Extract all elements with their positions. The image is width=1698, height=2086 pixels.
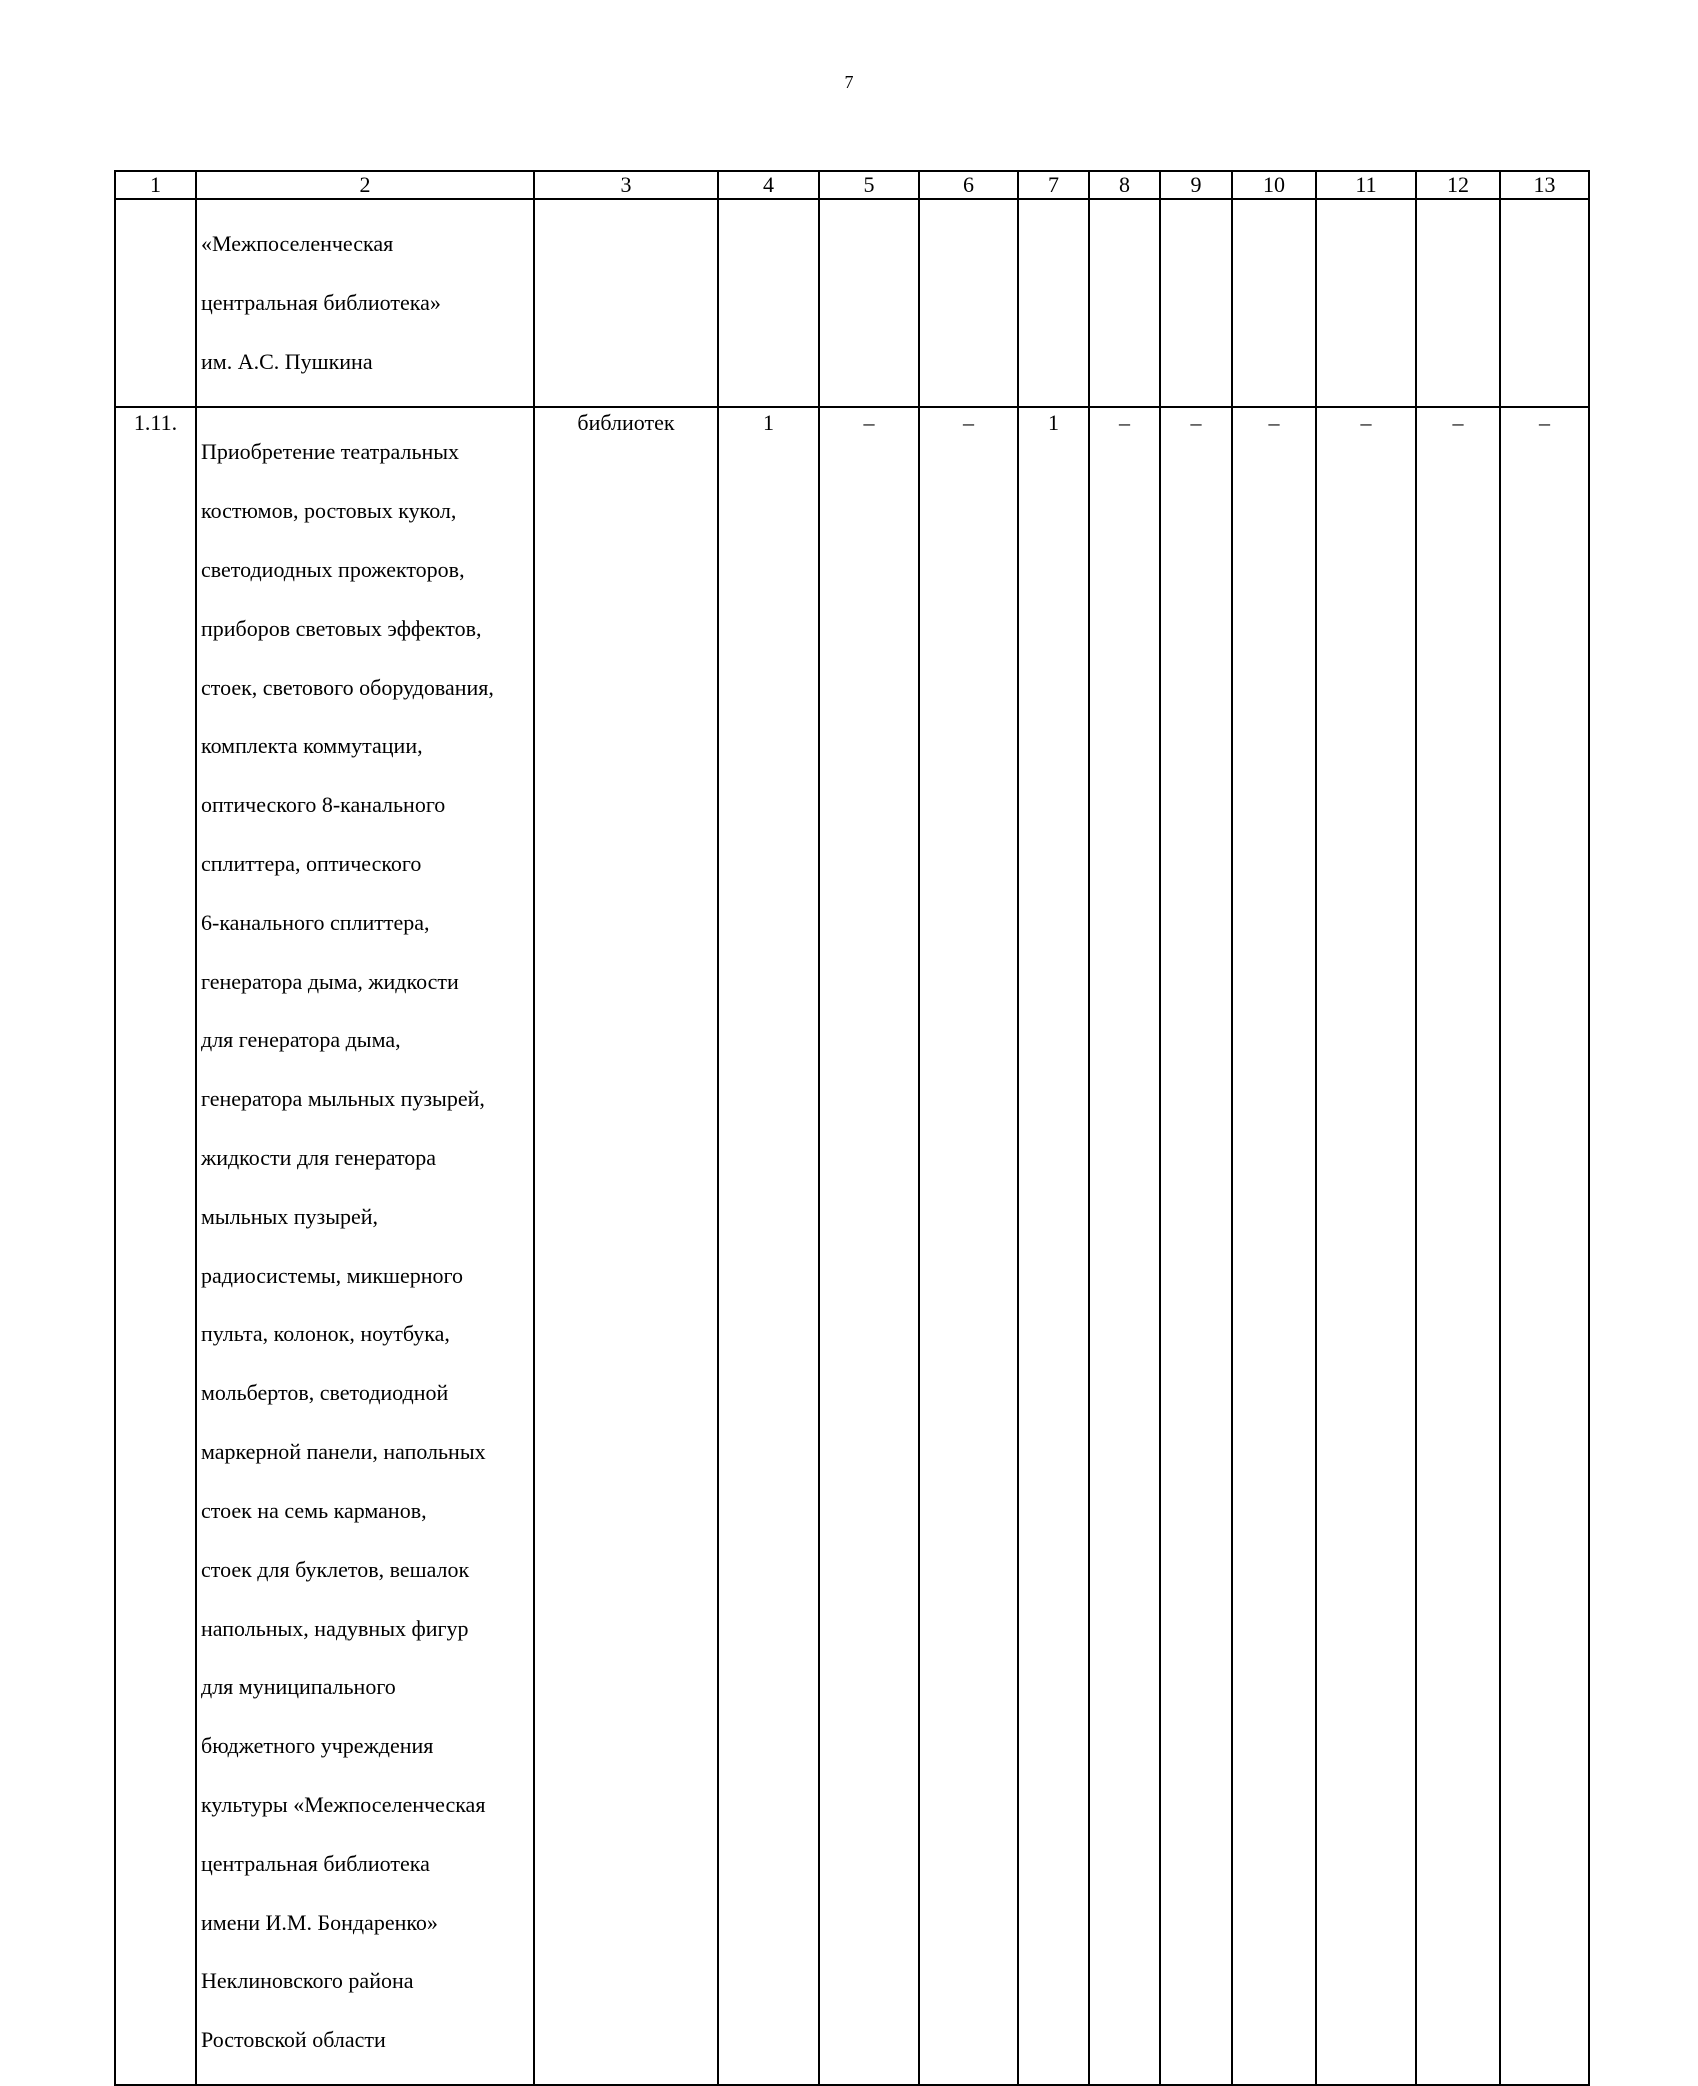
text-line: мыльных пузырей, <box>201 1203 379 1229</box>
header-cell: 3 <box>534 171 718 199</box>
text-line: приборов световых эффектов, <box>201 615 482 641</box>
value-cell: 1 <box>718 407 819 2085</box>
text-line: культуры «Межпоселенческая <box>201 1791 486 1817</box>
text-line: им. А.С. Пушкина <box>201 349 373 375</box>
text-line: костюмов, ростовых кукол, <box>201 498 457 524</box>
table-cell <box>115 199 196 407</box>
value-cell: – <box>919 407 1018 2085</box>
header-cell: 5 <box>819 171 919 199</box>
text-line: сплиттера, оптического <box>201 850 422 876</box>
header-cell: 8 <box>1089 171 1160 199</box>
text-line: стоек на семь карманов, <box>201 1497 427 1523</box>
text-line: бюджетного учреждения <box>201 1733 434 1759</box>
value-cell: – <box>1500 407 1589 2085</box>
text-line: напольных, надувных фигур <box>201 1615 469 1641</box>
continuation-text <box>196 199 534 407</box>
text-line: Неклиновского района <box>201 1968 414 1994</box>
header-cell: 2 <box>196 171 534 199</box>
value-cell: – <box>1160 407 1232 2085</box>
table-cell <box>1232 199 1316 407</box>
header-cell: 4 <box>718 171 819 199</box>
header-cell: 6 <box>919 171 1018 199</box>
table-cell <box>1416 199 1500 407</box>
text-line: стоек для буклетов, вешалок <box>201 1556 470 1582</box>
value-cell: – <box>1416 407 1500 2085</box>
table-row <box>115 407 1589 2085</box>
value-cell: – <box>819 407 919 2085</box>
text-line: радиосистемы, микшерного <box>201 1262 464 1288</box>
text-line: 6-канального сплиттера, <box>201 909 430 935</box>
text-line: мольбертов, светодиодной <box>201 1380 449 1406</box>
header-cell: 12 <box>1416 171 1500 199</box>
header-cell: 1 <box>115 171 196 199</box>
text-line: «Межпоселенческая <box>201 231 394 257</box>
table-cell <box>1500 199 1589 407</box>
text-line: генератора мыльных пузырей, <box>201 1086 485 1112</box>
table-cell <box>1160 199 1232 407</box>
value-cell: – <box>1316 407 1416 2085</box>
page-number: 7 <box>844 72 854 92</box>
text-line: имени И.М. Бондаренко» <box>201 1909 438 1935</box>
table-row <box>115 199 1589 407</box>
table-cell <box>1018 199 1089 407</box>
text-line: оптического 8-канального <box>201 792 446 818</box>
table-cell <box>1316 199 1416 407</box>
text-line: пульта, колонок, ноутбука, <box>201 1321 450 1347</box>
text-line: генератора дыма, жидкости <box>201 968 459 994</box>
table-cell <box>919 199 1018 407</box>
text-line: для генератора дыма, <box>201 1027 401 1053</box>
text-line: Ростовской области <box>201 2027 386 2053</box>
header-cell: 7 <box>1018 171 1089 199</box>
header-row <box>115 171 1589 199</box>
text-line: для муниципального <box>201 1674 396 1700</box>
table-cell <box>1089 199 1160 407</box>
data-table <box>114 170 1590 2086</box>
header-cell: 10 <box>1232 171 1316 199</box>
value-cell: 1 <box>1018 407 1089 2085</box>
item-description <box>196 407 534 2085</box>
text-line: стоек, светового оборудования, <box>201 674 494 700</box>
table-cell <box>819 199 919 407</box>
header-cell: 9 <box>1160 171 1232 199</box>
item-number: 1.11. <box>115 407 196 2085</box>
text-line: комплекта коммутации, <box>201 733 423 759</box>
text-line: Приобретение театральных <box>201 439 460 465</box>
value-cell: – <box>1232 407 1316 2085</box>
header-cell: 13 <box>1500 171 1589 199</box>
header-cell: 11 <box>1316 171 1416 199</box>
text-line: центральная библиотека» <box>201 290 441 316</box>
text-line: маркерной панели, напольных <box>201 1439 486 1465</box>
value-cell: – <box>1089 407 1160 2085</box>
text-line: светодиодных прожекторов, <box>201 556 465 582</box>
text-line: центральная библиотека <box>201 1850 430 1876</box>
text-line: жидкости для генератора <box>201 1145 437 1170</box>
unit-cell: библиотек <box>534 407 718 2085</box>
table-cell <box>534 199 718 407</box>
table-cell <box>718 199 819 407</box>
